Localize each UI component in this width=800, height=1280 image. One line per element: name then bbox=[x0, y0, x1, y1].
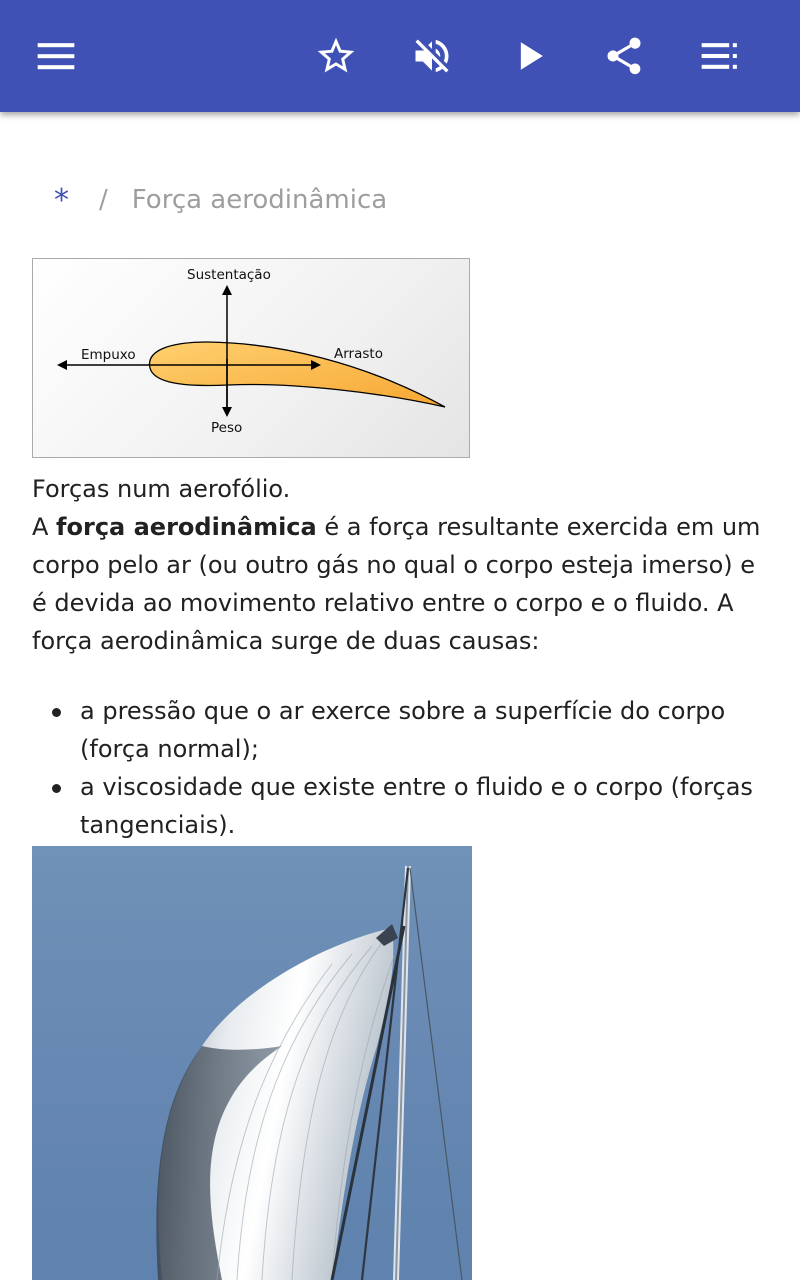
app-bar bbox=[0, 0, 800, 112]
sailboat-photo[interactable] bbox=[32, 846, 472, 1280]
star-outline-icon bbox=[314, 34, 358, 78]
intro-prefix: A bbox=[32, 513, 57, 541]
volume-off-icon bbox=[410, 34, 454, 78]
airfoil-forces-diagram[interactable] bbox=[32, 258, 470, 458]
share-button[interactable] bbox=[596, 28, 652, 84]
breadcrumb-home-link[interactable]: * bbox=[54, 182, 69, 218]
intro-rest: é a força resultante exercida em um corpo pelo ar (ou outro gás no qual o corpo esteja imerso) e é devida ao movimento relativo entre o corpo e o fluido. A força aerodinâmica surge de duas causas: bbox=[32, 513, 761, 655]
lift-label: Sustentação bbox=[187, 267, 271, 283]
weight-label: Peso bbox=[211, 420, 243, 436]
intro-bold-term: força aerodinâmica bbox=[56, 513, 317, 541]
breadcrumb-separator: / bbox=[99, 185, 108, 215]
intro-paragraph bbox=[32, 508, 762, 660]
toc-list-icon bbox=[698, 34, 742, 78]
play-icon bbox=[508, 34, 552, 78]
menu-button[interactable] bbox=[28, 28, 84, 84]
backstay bbox=[410, 868, 462, 1280]
sailboat-illustration bbox=[32, 846, 472, 1280]
drag-label: Arrasto bbox=[334, 346, 383, 362]
breadcrumb bbox=[54, 180, 387, 220]
mute-button[interactable] bbox=[404, 28, 460, 84]
airfoil-shape bbox=[150, 342, 445, 407]
figure-caption: Forças num aerofólio. bbox=[32, 475, 291, 503]
bookmark-button[interactable] bbox=[308, 28, 364, 84]
airfoil-diagram-svg bbox=[33, 259, 471, 459]
contents-button[interactable] bbox=[692, 28, 748, 84]
hamburger-menu-icon bbox=[34, 34, 78, 78]
list-item: a viscosidade que existe entre o fluido e o corpo (forças tangenciais). bbox=[32, 768, 762, 844]
list-item: a pressão que o ar exerce sobre a superfície do corpo (força normal); bbox=[32, 692, 762, 768]
breadcrumb-current: Força aerodinâmica bbox=[131, 185, 388, 215]
play-button[interactable] bbox=[502, 28, 558, 84]
thrust-label: Empuxo bbox=[81, 347, 136, 363]
causes-list bbox=[32, 692, 762, 844]
share-icon bbox=[602, 34, 646, 78]
